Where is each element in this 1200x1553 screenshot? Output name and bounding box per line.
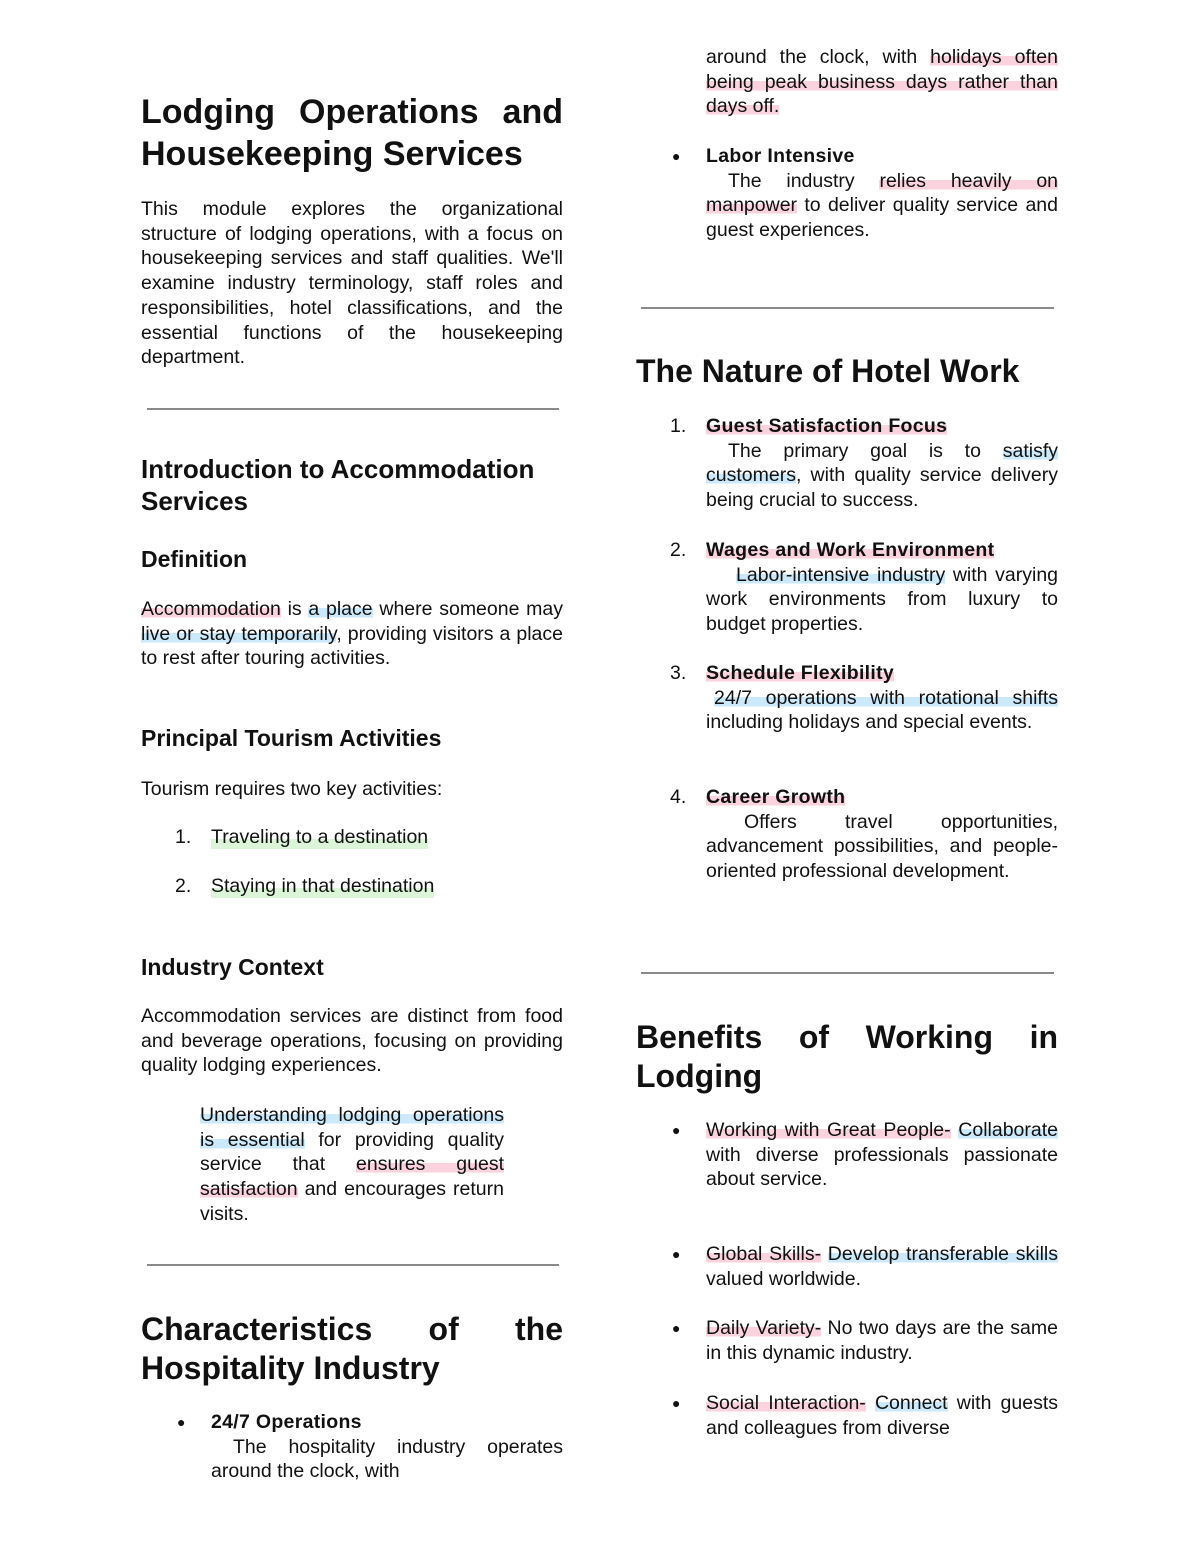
nature-item (706, 785, 1058, 884)
benefit-text: with diverse professionals passionate about service. (706, 1143, 1058, 1191)
characteristic-title: Labor Intensive (706, 145, 855, 167)
nature-text (706, 686, 1058, 735)
activity-label: Traveling to a destination (211, 826, 429, 848)
definition-paragraph (141, 597, 563, 671)
callout-quote (200, 1103, 504, 1227)
nature-item (706, 661, 1058, 735)
definition-heading: Definition (141, 546, 248, 572)
highlight-holidays: holidays often being peak business days rather than days off. (706, 46, 1058, 118)
benefit-item (706, 1242, 1058, 1291)
highlight-satisfy: satisfy customers (706, 439, 1058, 487)
quote-text: for providing quality service that (200, 1128, 504, 1176)
highlight-satisfaction: ensures guest satisfaction (200, 1153, 504, 1201)
intro-paragraph: This module explores the organizational structure of lodging operations, with a focus on housekeeping services and staff qualities. We'll examine industry terminology, staff roles and responsibilities, hotel classifications, and the essential functions of the housekeeping department. (141, 198, 563, 369)
section-divider (147, 408, 559, 410)
nature-title: Guest Satisfaction Focus (706, 415, 948, 437)
bullet-icon: ● (672, 148, 681, 164)
characteristic-title: 24/7 Operations (211, 1411, 362, 1433)
nature-title: Wages and Work Environment (706, 539, 995, 561)
activity-item (175, 825, 555, 850)
nature-text: Offers travel opportunities, advancement possibilities, and people-oriented professional development. (706, 810, 1058, 883)
text-part: with varying work environments from luxury to budget properties. (706, 563, 1059, 636)
nature-item (706, 414, 1058, 513)
activities-intro: Tourism requires two key activities: (141, 778, 443, 800)
text-part: The primary goal is to (728, 439, 1003, 462)
quote-text-end: and encourages return visits. (200, 1178, 504, 1225)
highlight-manpower: relies heavily on manpower (706, 169, 1059, 217)
characteristic-item (211, 1410, 563, 1484)
benefit-text: with guests and colleagues from diverse (706, 1392, 1059, 1439)
highlight-operations: 24/7 operations with rotational shifts (714, 686, 1058, 709)
benefit-label: Working with Great People- (706, 1119, 951, 1141)
nature-item (706, 538, 1058, 637)
list-number: 2. (670, 539, 687, 561)
bullet-icon: ● (177, 1414, 186, 1430)
text-part: including holidays and special events. (706, 711, 1033, 734)
benefit-highlight: Collaborate (958, 1119, 1058, 1141)
benefit-text: No two days are the same in this dynamic industry. (706, 1317, 1058, 1364)
highlight-understanding: Understanding lodging operations is essential (200, 1104, 504, 1151)
text-part: The industry (728, 169, 880, 192)
definition-where: where someone may (379, 598, 564, 620)
definition-is: is (287, 598, 302, 620)
benefit-item (706, 1391, 1058, 1440)
section-heading-nature: The Nature of Hotel Work (636, 353, 1020, 389)
benefit-highlight: Develop transferable skills (827, 1243, 1058, 1265)
definition-rest: , providing visitors a place to rest after touring activities. (141, 622, 563, 670)
text-part: to deliver quality service and guest experiences. (706, 194, 1058, 242)
benefit-highlight: Connect (874, 1392, 948, 1414)
benefit-label: Social Interaction- (706, 1392, 866, 1414)
characteristic-text (706, 169, 1058, 243)
section-divider (641, 307, 1054, 309)
highlight-term: Accommodation (141, 598, 281, 620)
section-heading-benefits: Benefits of Working in Lodging (636, 1019, 1058, 1094)
context-heading: Industry Context (141, 954, 324, 980)
benefit-label: Daily Variety- (706, 1317, 822, 1339)
section-heading-characteristics: Characteristics of the Hospitality Industry (141, 1311, 563, 1386)
list-number: 1. (670, 415, 687, 437)
nature-title: Career Growth (706, 786, 846, 808)
benefit-label: Global Skills- (706, 1243, 822, 1265)
benefit-item (706, 1118, 1058, 1192)
highlight-place: a place (308, 598, 373, 620)
section-heading-intro: Introduction to Accommodation Services (141, 454, 535, 516)
nature-text (706, 439, 1058, 513)
characteristic-text-start: The hospitality industry operates around the clock, with (211, 1435, 563, 1483)
characteristic-text-continued: around the clock, with holidays often being peak business days rather than days off. (706, 46, 1058, 118)
activity-label: Staying in that destination (211, 875, 435, 897)
section-divider (147, 1264, 559, 1266)
bullet-icon: ● (672, 1320, 681, 1336)
highlight-live-stay: live or stay temporarily (141, 622, 337, 645)
activity-number: 1. (175, 826, 192, 848)
page-title: Lodging Operations and Housekeeping Services (141, 93, 563, 173)
activity-item (175, 874, 555, 899)
bullet-icon: ● (672, 1246, 681, 1262)
benefit-item (706, 1316, 1058, 1365)
activities-heading: Principal Tourism Activities (141, 725, 442, 751)
bullet-icon: ● (672, 1395, 681, 1411)
benefit-text: valued worldwide. (706, 1267, 862, 1290)
bullet-icon: ● (672, 1122, 681, 1138)
section-divider (641, 972, 1054, 974)
text-part: , with quality service delivery being crucial to success. (706, 464, 1058, 512)
list-number: 3. (670, 662, 687, 684)
highlight-labor: Labor-intensive industry (736, 563, 946, 586)
list-number: 4. (670, 786, 687, 808)
context-paragraph: Accommodation services are distinct from food and beverage operations, focusing on providing quality lodging experiences. (141, 1005, 563, 1077)
activity-number: 2. (175, 875, 192, 897)
characteristic-item (706, 144, 1058, 243)
nature-title: Schedule Flexibility (706, 662, 895, 684)
nature-text (706, 563, 1058, 637)
